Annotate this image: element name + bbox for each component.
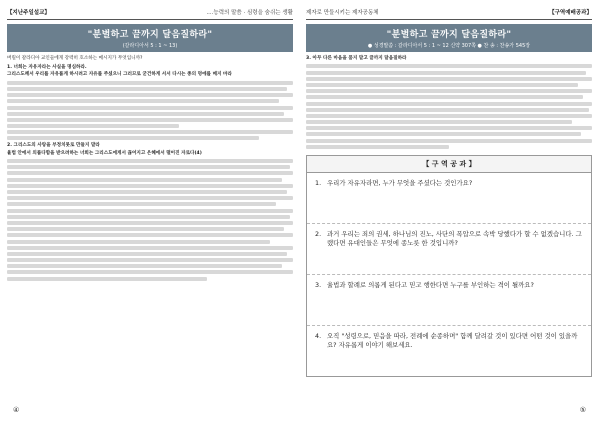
left-header [7,8,293,20]
right-body [306,56,592,149]
right-section-3-heading: 3. 아무 다른 마음을 품지 말고 끝까지 달음질하라 [306,56,407,61]
left-section-2-heading: 2. 그리스도의 사랑을 부정치못로 만들지 말라 [7,143,100,149]
right-header-tag: 【구역예배공과】 [549,10,592,16]
left-section-2-verse: 율법 안에서 의롭다함을 받으려하는 너희는 그리스도에게서 끊어지고 은혜에서 떨어진 자로다(4) [7,150,202,156]
question-number: 4. [315,331,322,340]
right-header [306,8,592,20]
review-question-2 [307,224,591,275]
question-text: 우리가 자유자라면, 누가 무엇을 주셨다는 것인가요? [327,178,473,187]
question-text: 율법과 할례로 의롭게 된다고 믿고 행한다면 누구를 부인하는 격이 될까요? [327,280,534,289]
question-number: 1. [315,178,322,187]
left-section-1-text [7,81,293,141]
left-page [7,8,293,412]
left-title: "분별하고 끝까지 달음질하라" [87,30,213,40]
question-number: 2. [315,229,322,238]
right-section-3-text [306,64,592,148]
right-page [306,8,592,412]
question-text: 오직 "성령으로, 믿음을 따라, 전례에 순종하며" 함께 달려갈 것이 있다면 어떤 것이 있을까요? 자유롭게 이야기 해보세요. [327,331,578,349]
review-title: 【 구 역 공 과 】 [307,156,591,173]
review-box [306,155,592,377]
review-question-1 [307,173,591,224]
right-header-caption: 제자로 만들시키는 제자공동체 [306,10,379,16]
left-header-tag: 【지난주일설교】 [7,10,50,16]
right-title: "분별하고 끝까지 달음질하라" [386,30,512,40]
left-intro: 버릴이 갈라디아 교인들에게 강력히 호소하는 메시지가 무엇입니까? [7,56,143,61]
left-body [7,56,293,281]
left-header-caption: ....능력의 말씀 · 심령을 숨쉬는 생활 [206,10,293,16]
left-section-1-heading: 1. 너희는 자유자라는 사실을 명심하라. [7,65,87,71]
left-section-1-verse: 그리스도께서 우리를 자유롭게 하시려고 자유를 주셨으니 그러므로 굳건하게 서서 다시는 종의 멍에를 메지 마라 [7,72,232,78]
right-title-banner [306,24,592,52]
right-page-number: ⑤ [579,406,586,414]
left-page-number: ④ [13,406,20,414]
review-question-3 [307,275,591,326]
question-text: 과거 우리는 죄의 권세, 하나님의 진노, 사단의 폭압으로 속박 당했다가 할 수 없겠습니다. 그랬다면 유대인들은 무엇에 종노릇 한 것입니까? [327,229,582,247]
left-title-banner [7,24,293,52]
left-section-2-text [7,159,293,281]
left-subtitle: (갈라디아서 5 : 1 ~ 13) [122,43,178,49]
right-subtitle: ● 성경말씀 : 갈라디아서 5 : 1 ~ 12 신약 307쪽 ● 찬 송 : 찬송가 545장 [367,43,531,49]
question-number: 3. [315,280,322,289]
review-question-4 [307,326,591,376]
